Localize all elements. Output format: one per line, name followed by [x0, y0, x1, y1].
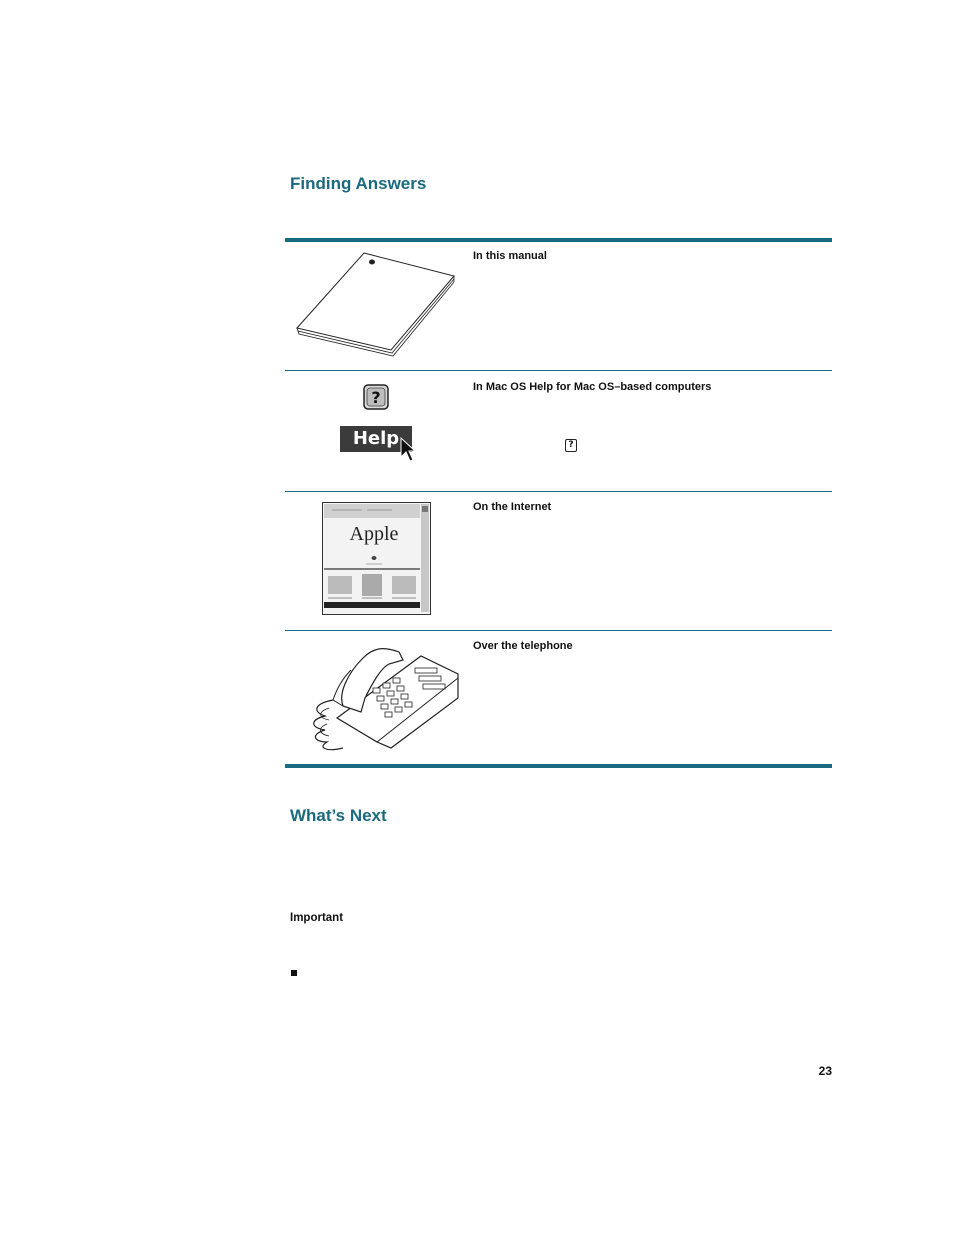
row-heading: In Mac OS Help for Mac OS–based computers [473, 381, 712, 393]
bullet-marker [291, 970, 297, 976]
help-inline-icon: ? [565, 439, 577, 452]
row-divider [285, 630, 832, 631]
whats-next-heading: What’s Next [290, 806, 387, 825]
table-bottom-rule [285, 764, 832, 768]
row-heading: Over the telephone [473, 640, 573, 652]
row-divider [285, 370, 832, 371]
help-menu-label: Help [340, 426, 412, 452]
table-top-rule [285, 238, 832, 242]
row-divider [285, 491, 832, 492]
row-heading: On the Internet [473, 501, 552, 513]
important-label: Important [290, 912, 344, 924]
apple-web-page-screenshot [322, 502, 431, 615]
svg-text:?: ? [371, 388, 381, 407]
apple-logo-icon [369, 260, 375, 265]
help-question-icon [363, 384, 389, 410]
telephone-image [303, 638, 463, 754]
finding-answers-heading: Finding Answers [290, 174, 427, 193]
row-heading: In this manual [473, 250, 547, 262]
apple-page-logo-text: Apple [349, 523, 399, 545]
manual-booklet-image [294, 250, 458, 358]
arrow-cursor-icon [400, 437, 416, 463]
page-number: 23 [818, 1064, 832, 1078]
